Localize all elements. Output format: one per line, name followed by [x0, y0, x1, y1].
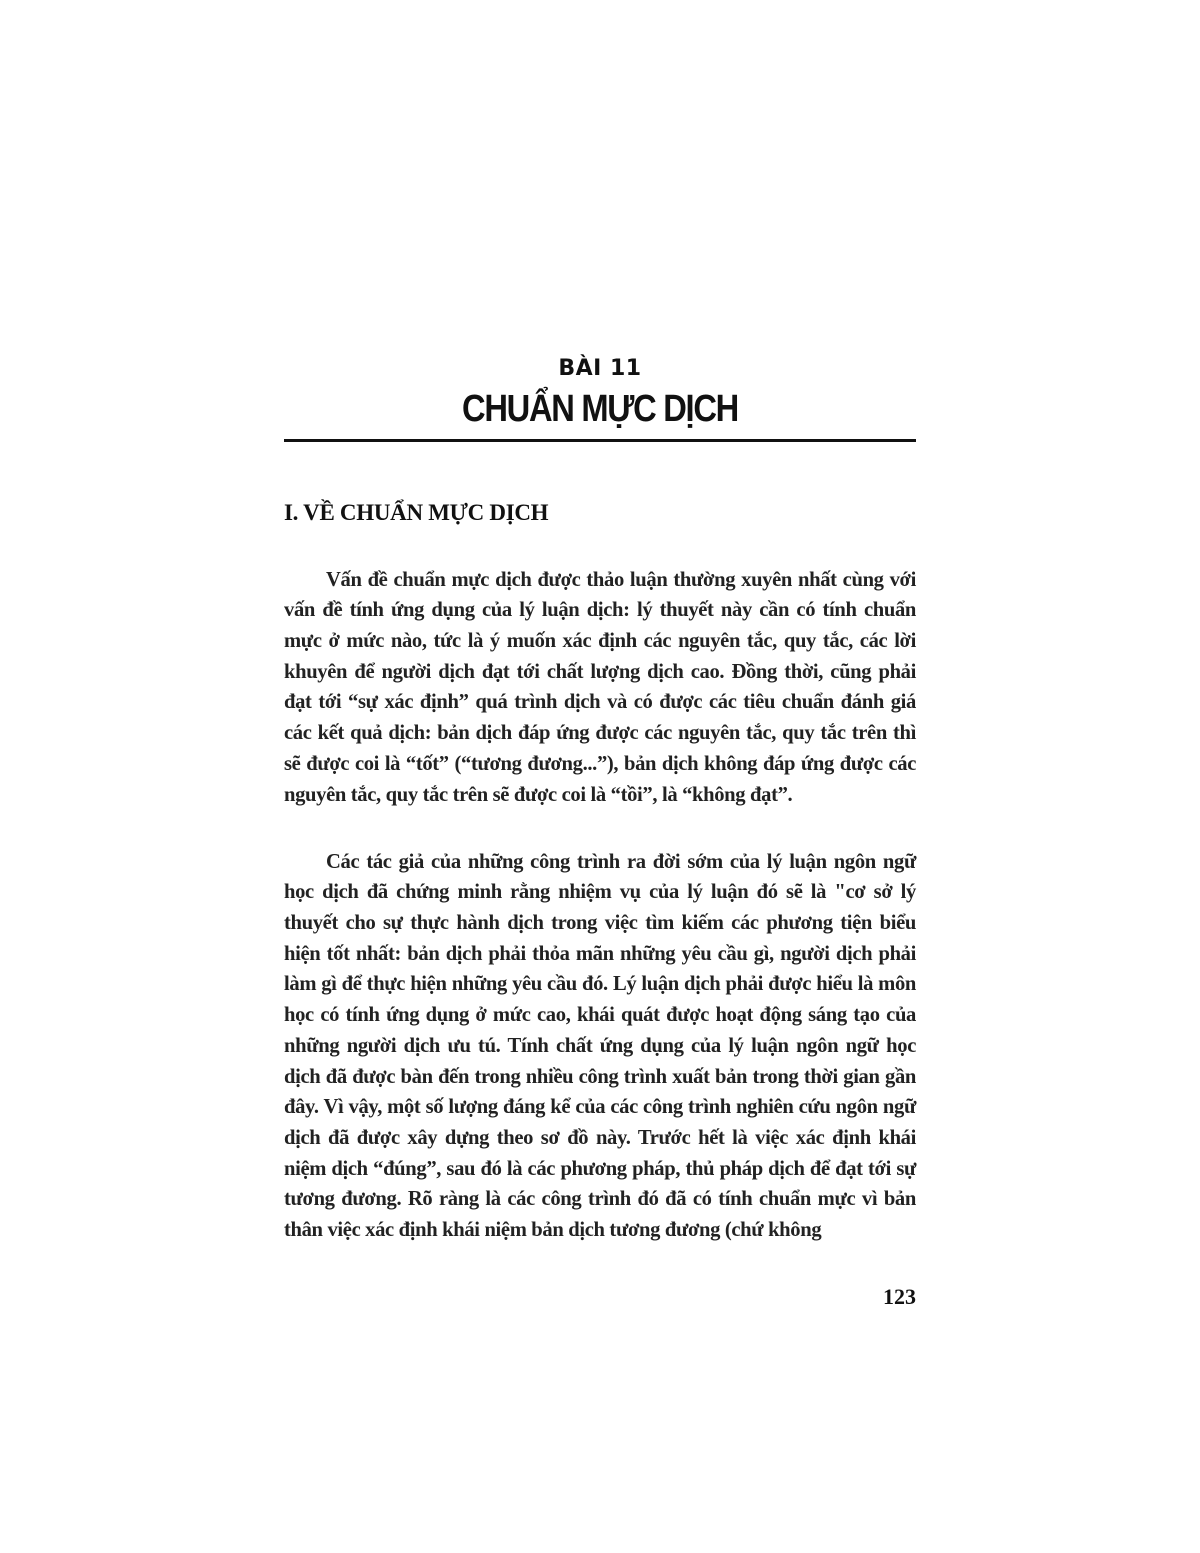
section-heading: I. VỀ CHUẨN MỰC DỊCH — [284, 500, 549, 525]
page-number: 123 — [883, 1284, 916, 1309]
body-paragraph-1: Vấn đề chuẩn mực dịch được thảo luận thường xuyên nhất cùng với vấn đề tính ứng dụng của lý luận dịch: lý thuyết này cần có tính chuẩn mực ở mức nào, tức là ý muốn xác định các nguyên tắc, quy tắc, các lời khuyên để người dịch đạt tới chất lượng dịch cao. Đồng thời, cũng phải đạt tới “sự xác định” quá trình dịch và có được các tiêu chuẩn đánh giá các kết quả dịch: bản dịch đáp ứng được các nguyên tắc, quy tắc trên thì sẽ được coi là “tốt” (“tương đương...”), bản dịch không đáp ứng được các nguyên tắc, quy tắc trên sẽ được coi là “tồi”, là “không đạt”. — [284, 568, 916, 806]
chapter-title: CHUẨN MỰC DỊCH — [462, 388, 738, 430]
body-paragraph-2: Các tác giả của những công trình ra đời sớm của lý luận ngôn ngữ học dịch đã chứng minh rằng nhiệm vụ của lý luận đó sẽ là "cơ sở lý thuyết cho sự thực hành dịch trong việc tìm kiếm các phương tiện biểu hiện tốt nhất: bản dịch phải thỏa mãn những yêu cầu gì, người dịch phải làm gì để thực hiện những yêu cầu đó. Lý luận dịch phải được hiểu là môn học có tính ứng dụng ở mức cao, khái quát được hoạt động sáng tạo của những người dịch ưu tú. Tính chất ứng dụng của lý luận ngôn ngữ học dịch đã được bàn đến trong nhiều công trình xuất bản trong thời gian gần đây. Vì vậy, một số lượng đáng kể của các công trình nghiên cứu ngôn ngữ dịch đã được xây dựng theo sơ đồ này. Trước hết là việc xác định khái niệm dịch “đúng”, sau đó là các phương pháp, thủ pháp dịch để đạt tới sự tương đương. Rõ ràng là các công trình đó đã có tính chuẩn mực vì bản thân việc xác định khái niệm bản dịch tương đương (chứ không — [284, 850, 916, 1242]
lesson-label: BÀI 11 — [558, 356, 642, 381]
book-page — [284, 0, 916, 1553]
title-divider — [284, 439, 916, 442]
